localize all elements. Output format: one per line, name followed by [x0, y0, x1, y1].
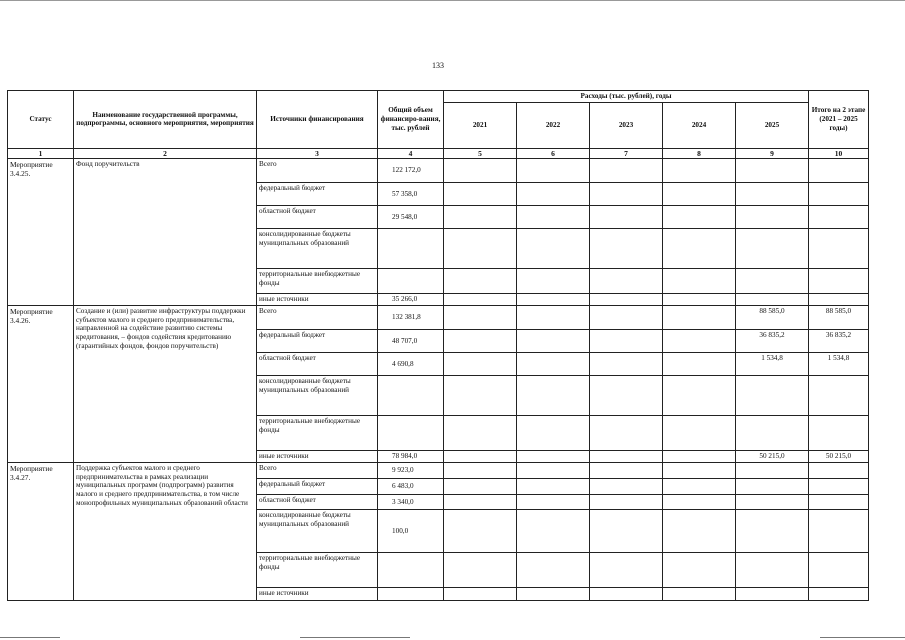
year-cell [663, 158, 736, 182]
year-cell [663, 462, 736, 478]
year-cell [444, 352, 517, 375]
header-total: Общий объем финансиро-вания, тыс. рублей [378, 91, 444, 149]
year-cell [663, 293, 736, 305]
year-cell [444, 494, 517, 509]
year-cell [517, 293, 590, 305]
total-funding-cell [378, 228, 444, 268]
header-name: Наименование государственной программы, подпрограммы, основного мероприятия, мероприятия [74, 91, 257, 149]
year-cell [663, 305, 736, 329]
itogo-cell [809, 494, 869, 509]
itogo-cell [809, 158, 869, 182]
year-cell [517, 587, 590, 600]
year-cell [517, 182, 590, 205]
year-cell [590, 462, 663, 478]
year-cell [517, 494, 590, 509]
funding-source: территориальные внебюджетные фонды [257, 552, 378, 587]
funding-source: консолидированные бюджеты муниципальных образований [257, 375, 378, 415]
itogo-cell: 88 585,0 [809, 305, 869, 329]
year-cell [590, 415, 663, 450]
itogo-cell [809, 509, 869, 552]
activity-status: Мероприятие 3.4.26. [8, 305, 74, 462]
year-2025-cell: 50 215,0 [736, 450, 809, 462]
year-cell [590, 268, 663, 293]
year-cell [590, 293, 663, 305]
total-funding-cell: 6 483,0 [378, 478, 444, 494]
year-2025-cell [736, 268, 809, 293]
year-cell [590, 587, 663, 600]
total-funding-cell: 78 984,0 [378, 450, 444, 462]
year-2025-cell [736, 293, 809, 305]
itogo-cell [809, 462, 869, 478]
year-cell [517, 462, 590, 478]
header-year: 2023 [590, 102, 663, 148]
year-cell [444, 329, 517, 352]
year-2025-cell [736, 462, 809, 478]
year-cell [517, 205, 590, 228]
funding-source: Всего [257, 462, 378, 478]
total-funding-cell [378, 375, 444, 415]
year-cell [517, 228, 590, 268]
year-cell [590, 450, 663, 462]
activity-name: Фонд поручительств [74, 158, 257, 305]
year-cell [663, 182, 736, 205]
total-funding-cell: 9 923,0 [378, 462, 444, 478]
funding-source: Всего [257, 305, 378, 329]
scan-edge-bottom-left [0, 637, 60, 638]
year-cell [590, 552, 663, 587]
header-year: 2021 [444, 102, 517, 148]
year-2025-cell [736, 587, 809, 600]
year-cell [590, 158, 663, 182]
itogo-cell [809, 478, 869, 494]
year-2025-cell [736, 228, 809, 268]
total-funding-cell: 122 172,0 [378, 158, 444, 182]
total-funding-cell [378, 552, 444, 587]
year-cell [590, 305, 663, 329]
column-index: 10 [809, 148, 869, 158]
header-sources: Источники финансирования [257, 91, 378, 149]
activity-status: Мероприятие 3.4.25. [8, 158, 74, 305]
itogo-cell: 36 835,2 [809, 329, 869, 352]
funding-source: консолидированные бюджеты муниципальных образований [257, 509, 378, 552]
year-cell [663, 228, 736, 268]
year-cell [663, 352, 736, 375]
year-cell [444, 552, 517, 587]
header-itogo: Итого на 2 этапе (2021 – 2025 годы) [809, 91, 869, 149]
itogo-cell [809, 415, 869, 450]
scan-edge-top [0, 0, 905, 1]
year-cell [590, 494, 663, 509]
itogo-cell [809, 375, 869, 415]
column-index: 9 [736, 148, 809, 158]
year-cell [444, 305, 517, 329]
funding-source: областной бюджет [257, 494, 378, 509]
table-row [8, 462, 869, 478]
year-cell [444, 587, 517, 600]
funding-source: федеральный бюджет [257, 182, 378, 205]
year-2025-cell [736, 509, 809, 552]
year-cell [517, 268, 590, 293]
year-cell [444, 268, 517, 293]
funding-source: областной бюджет [257, 205, 378, 228]
year-cell [444, 450, 517, 462]
total-funding-cell: 132 381,8 [378, 305, 444, 329]
year-cell [444, 293, 517, 305]
year-cell [663, 552, 736, 587]
total-funding-cell: 57 358,0 [378, 182, 444, 205]
activity-name: Создание и (или) развитие инфраструктуры поддержки субъектов малого и среднего предпринимательства, направленной на содействие развитию системы кредитования, – фондов содействия кредитованию (гарантийных фондов, фондов поручительств) [74, 305, 257, 462]
itogo-cell [809, 293, 869, 305]
total-funding-cell: 100,0 [378, 509, 444, 552]
header-status: Статус [8, 91, 74, 149]
year-2025-cell [736, 494, 809, 509]
year-cell [444, 415, 517, 450]
funding-source: федеральный бюджет [257, 478, 378, 494]
activity-status: Мероприятие 3.4.27. [8, 462, 74, 600]
header-expenses: Расходы (тыс. рублей), годы [444, 91, 809, 103]
year-cell [590, 182, 663, 205]
header-year: 2025 [736, 102, 809, 148]
year-cell [590, 228, 663, 268]
year-cell [663, 587, 736, 600]
total-funding-cell: 48 707,0 [378, 329, 444, 352]
year-cell [444, 182, 517, 205]
column-index: 8 [663, 148, 736, 158]
total-funding-cell: 35 266,0 [378, 293, 444, 305]
year-2025-cell [736, 415, 809, 450]
year-cell [444, 228, 517, 268]
total-funding-cell: 3 340,0 [378, 494, 444, 509]
year-cell [517, 478, 590, 494]
funding-source: территориальные внебюджетные фонды [257, 268, 378, 293]
year-2025-cell: 88 585,0 [736, 305, 809, 329]
year-2025-cell [736, 205, 809, 228]
itogo-cell [809, 182, 869, 205]
total-funding-cell [378, 268, 444, 293]
year-cell [663, 494, 736, 509]
year-cell [444, 478, 517, 494]
year-2025-cell [736, 182, 809, 205]
column-index: 1 [8, 148, 74, 158]
page-number: 133 [432, 61, 444, 70]
year-cell [663, 329, 736, 352]
year-cell [517, 375, 590, 415]
year-cell [444, 158, 517, 182]
financing-table [7, 90, 869, 601]
column-index: 5 [444, 148, 517, 158]
column-index: 7 [590, 148, 663, 158]
year-cell [663, 268, 736, 293]
year-cell [517, 509, 590, 552]
year-2025-cell: 1 534,8 [736, 352, 809, 375]
scan-edge-bottom-mid [300, 637, 410, 638]
funding-source: иные источники [257, 587, 378, 600]
year-cell [517, 158, 590, 182]
total-funding-cell: 29 548,0 [378, 205, 444, 228]
year-2025-cell: 36 835,2 [736, 329, 809, 352]
year-2025-cell [736, 552, 809, 587]
table-row [8, 305, 869, 329]
funding-source: иные источники [257, 293, 378, 305]
itogo-cell [809, 205, 869, 228]
year-cell [444, 205, 517, 228]
header-year: 2022 [517, 102, 590, 148]
funding-source: областной бюджет [257, 352, 378, 375]
year-cell [517, 552, 590, 587]
activity-name: Поддержка субъектов малого и среднего предпринимательства в рамках реализации муниципальных программ (подпрограмм) развития малого и среднего предпринимательства, в том числе монопрофильных муниципальных образований области [74, 462, 257, 600]
year-cell [590, 375, 663, 415]
column-index: 4 [378, 148, 444, 158]
funding-source: консолидированные бюджеты муниципальных образований [257, 228, 378, 268]
funding-source: Всего [257, 158, 378, 182]
total-funding-cell: 4 690,8 [378, 352, 444, 375]
year-cell [590, 509, 663, 552]
itogo-cell [809, 228, 869, 268]
itogo-cell: 50 215,0 [809, 450, 869, 462]
year-cell [663, 509, 736, 552]
total-funding-cell [378, 415, 444, 450]
year-2025-cell [736, 158, 809, 182]
itogo-cell [809, 268, 869, 293]
year-cell [663, 375, 736, 415]
year-cell [517, 415, 590, 450]
year-cell [590, 205, 663, 228]
scan-edge-bottom-right [820, 637, 905, 638]
column-index-row [8, 148, 869, 158]
year-cell [517, 450, 590, 462]
year-cell [517, 329, 590, 352]
year-cell [663, 205, 736, 228]
year-cell [444, 375, 517, 415]
year-cell [590, 352, 663, 375]
year-cell [517, 305, 590, 329]
itogo-cell [809, 552, 869, 587]
column-index: 3 [257, 148, 378, 158]
year-cell [444, 462, 517, 478]
funding-source: иные источники [257, 450, 378, 462]
column-index: 2 [74, 148, 257, 158]
year-2025-cell [736, 478, 809, 494]
year-cell [663, 450, 736, 462]
header-year: 2024 [663, 102, 736, 148]
year-cell [444, 509, 517, 552]
table-row [8, 158, 869, 182]
year-cell [663, 478, 736, 494]
funding-source: территориальные внебюджетные фонды [257, 415, 378, 450]
year-cell [517, 352, 590, 375]
year-cell [590, 329, 663, 352]
column-index: 6 [517, 148, 590, 158]
itogo-cell: 1 534,8 [809, 352, 869, 375]
year-2025-cell [736, 375, 809, 415]
year-cell [590, 478, 663, 494]
total-funding-cell [378, 587, 444, 600]
year-cell [663, 415, 736, 450]
funding-source: федеральный бюджет [257, 329, 378, 352]
itogo-cell [809, 587, 869, 600]
